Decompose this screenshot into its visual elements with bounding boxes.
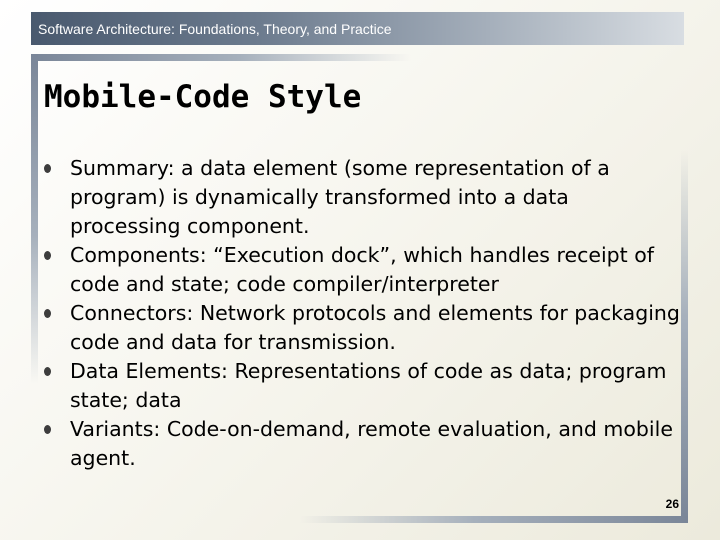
frame-left-border [31, 54, 38, 384]
bullet-item-variants [44, 415, 684, 473]
bullet-text: Data Elements: Representations of code as data; program state; data [70, 359, 667, 412]
bullet-item-summary [44, 154, 684, 241]
bullet-dot-icon [44, 367, 51, 376]
bullet-dot-icon [44, 251, 51, 260]
course-header-text: Software Architecture: Foundations, Theory, and Practice [38, 21, 392, 37]
bullet-item-connectors [44, 299, 684, 357]
bullet-text: Components: “Execution dock”, which handles receipt of code and state; code compiler/interpreter [70, 243, 654, 296]
bullet-text: Summary: a data element (some representation of a program) is dynamically transformed into a data processing component. [70, 156, 610, 238]
bullet-text: Variants: Code-on-demand, remote evaluation, and mobile agent. [70, 417, 673, 470]
frame-top-border [31, 54, 411, 61]
bullet-dot-icon [44, 425, 51, 434]
bullet-text: Connectors: Network protocols and elements for packaging code and data for transmission. [70, 301, 680, 354]
frame-bottom-border [300, 516, 688, 523]
slide-title: Mobile-Code Style [44, 79, 362, 115]
page-number: 26 [665, 497, 679, 511]
bullet-list [44, 154, 684, 473]
bullet-dot-icon [44, 309, 51, 318]
bullet-item-data-elements [44, 357, 684, 415]
bullet-item-components [44, 241, 684, 299]
bullet-dot-icon [44, 164, 51, 173]
